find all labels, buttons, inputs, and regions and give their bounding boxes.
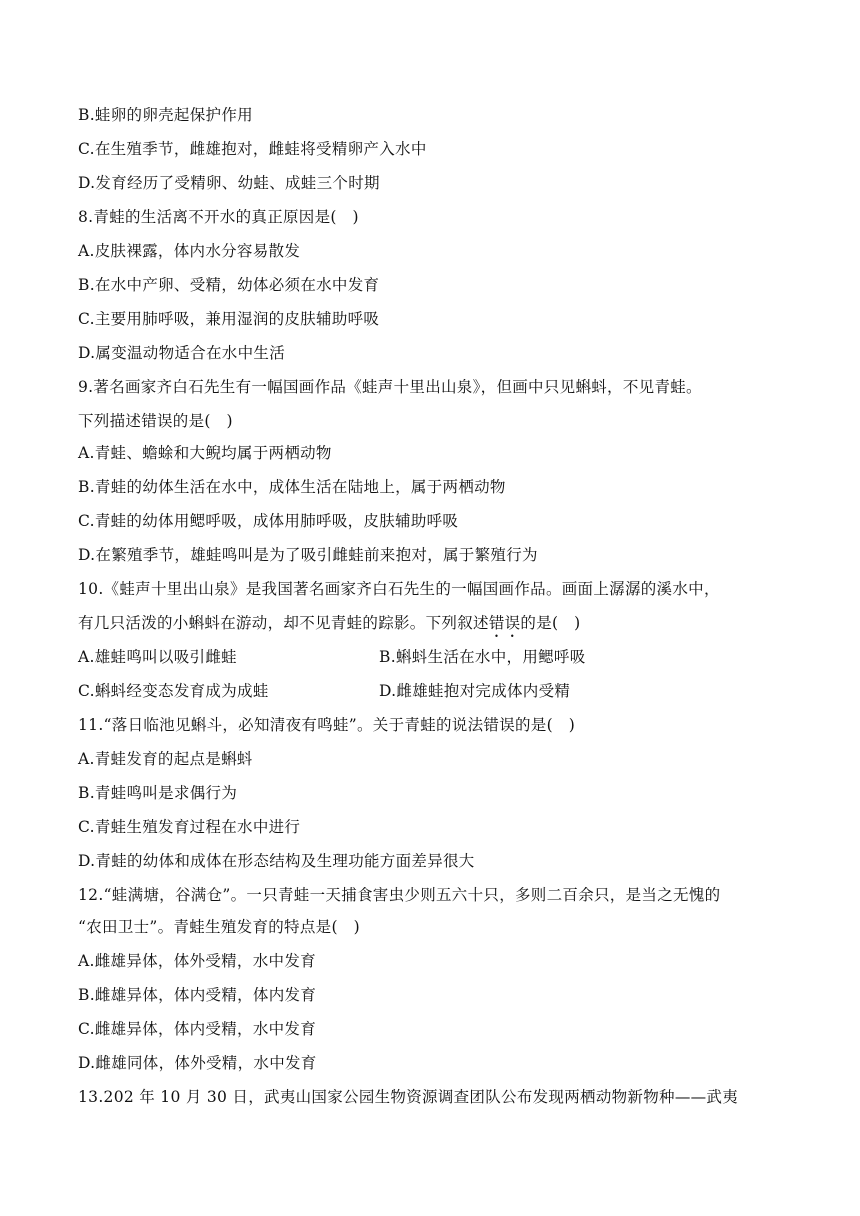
q11-stem: 11.“落日临池见蝌斗，必知清夜有鸣蛙”。关于青蛙的说法错误的是( ): [78, 716, 576, 734]
q8-option-c: C.主要用肺呼吸，兼用湿润的皮肤辅助呼吸: [78, 310, 380, 328]
q10-option-b: B.蝌蚪生活在水中，用鳃呼吸: [379, 648, 586, 666]
q10-option-c: C.蝌蚪经变态发育成为成蛙: [78, 682, 269, 700]
q11-option-d: D.青蛙的幼体和成体在形态结构及生理功能方面差异很大: [78, 852, 475, 870]
q9-stem-line1: 9.著名画家齐白石先生有一幅国画作品《蛙声十里出山泉》，但画中只见蝌蚪，不见青蛙。: [78, 378, 702, 396]
q10-emphasis-word: 错误: [488, 614, 521, 632]
q11-option-a: A.青蛙发育的起点是蝌蚪: [78, 750, 253, 768]
q12-stem-line2: “农田卫士”。青蛙生殖发育的特点是( ): [78, 918, 360, 936]
q9-option-a: A.青蛙、蟾蜍和大鲵均属于两栖动物: [78, 444, 332, 462]
q8-option-b: B.在水中产卵、受精，幼体必须在水中发育: [78, 276, 380, 294]
q10-option-a: A.雄蛙鸣叫以吸引雌蛙: [78, 648, 237, 666]
q12-option-a: A.雌雄异体，体外受精，水中发育: [78, 952, 316, 970]
q12-stem-line1: 12.“蛙满塘，谷满仓”。一只青蛙一天捕食害虫少则五六十只，多则二百余只，是当之无愧的: [78, 886, 721, 904]
q9-option-d: D.在繁殖季节，雄蛙鸣叫是为了吸引雌蛙前来抱对，属于繁殖行为: [78, 546, 538, 564]
q12-option-c: C.雌雄异体，体内受精，水中发育: [78, 1020, 317, 1038]
q9-option-b: B.青蛙的幼体生活在水中，成体生活在陆地上，属于两栖动物: [78, 478, 506, 496]
q7-option-d: D.发育经历了受精卵、幼蛙、成蛙三个时期: [78, 174, 380, 192]
q10-stem-line1: 10.《蛙声十里出山泉》是我国著名画家齐白石先生的一幅国画作品。画面上潺潺的溪水中，: [78, 580, 720, 598]
q9-option-c: C.青蛙的幼体用鳃呼吸，成体用肺呼吸，皮肤辅助呼吸: [78, 512, 459, 530]
q8-option-a: A.皮肤裸露，体内水分容易散发: [78, 242, 301, 260]
q12-option-b: B.雌雄异体，体内受精，体内发育: [78, 986, 317, 1004]
q13-stem-line1: 13.202 年 10 月 30 日，武夷山国家公园生物资源调查团队公布发现两栖动物新物种——武夷: [78, 1088, 739, 1106]
q11-option-b: B.青蛙鸣叫是求偶行为: [78, 784, 238, 802]
q9-stem-line2: 下列描述错误的是( ): [78, 412, 233, 430]
q10-stem-tail: 的是( ): [520, 614, 581, 632]
q7-option-b: B.蛙卵的卵壳起保护作用: [78, 106, 253, 124]
q11-option-c: C.青蛙生殖发育过程在水中进行: [78, 818, 301, 836]
q8-stem: 8.青蛙的生活离不开水的真正原因是( ): [78, 208, 359, 226]
q12-option-d: D.雌雄同体，体外受精，水中发育: [78, 1054, 317, 1072]
q8-option-d: D.属变温动物适合在水中生活: [78, 344, 286, 362]
q10-option-d: D.雌雄蛙抱对完成体内受精: [379, 682, 571, 700]
q7-option-c: C.在生殖季节，雌雄抱对，雌蛙将受精卵产入水中: [78, 140, 427, 158]
q10-stem-text: 有几只活泼的小蝌蚪在游动，却不见青蛙的踪影。下列叙述: [78, 614, 489, 632]
q10-stem-line2: [78, 613, 778, 641]
